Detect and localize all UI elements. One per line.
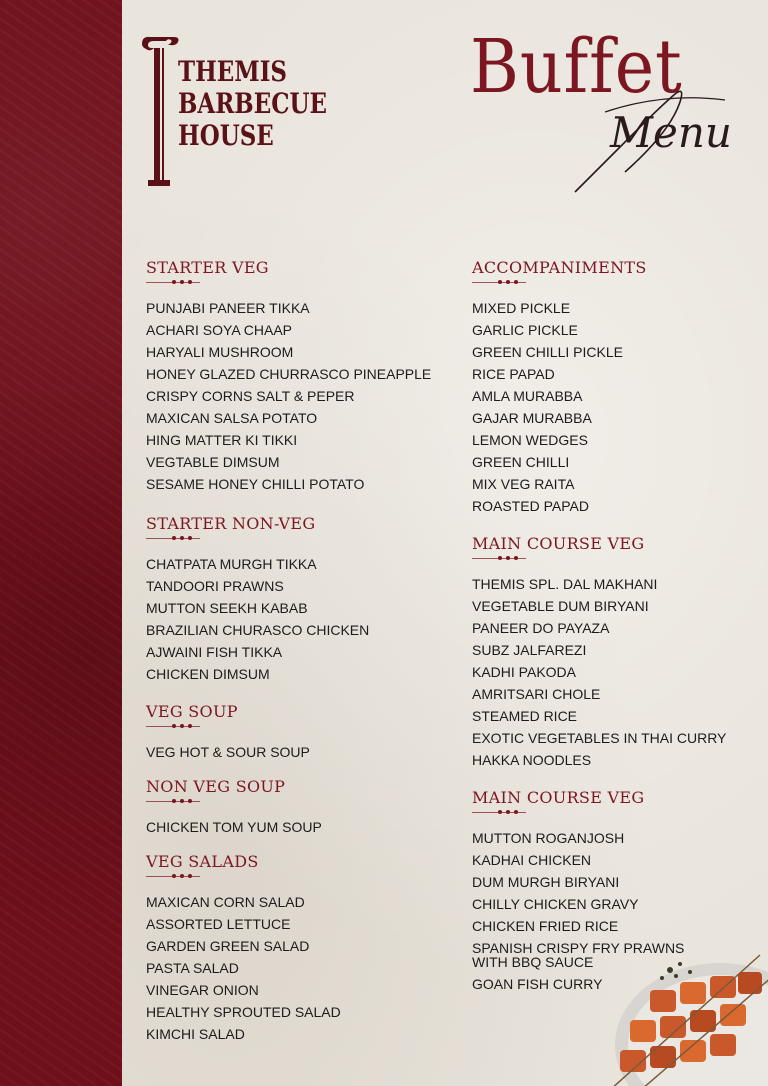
- menu-item-list: [146, 816, 322, 838]
- menu-item: PASTA SALAD: [146, 960, 239, 976]
- menu-item-list: [472, 573, 726, 771]
- menu-item: GARDEN GREEN SALAD: [146, 938, 310, 954]
- menu-item: CRISPY CORNS SALT & PEPER: [146, 388, 355, 404]
- brand-line-2: BARBECUE: [178, 87, 328, 120]
- heading-divider-dots: [146, 279, 206, 287]
- title-buffet: Buffet: [470, 24, 683, 110]
- section-heading: VEG SOUP: [146, 702, 238, 721]
- menu-section-main-course-veg: [472, 534, 726, 771]
- menu-section-starter-non-veg: [146, 514, 369, 685]
- menu-item: HONEY GLAZED CHURRASCO PINEAPPLE: [146, 366, 432, 382]
- menu-item: AJWAINI FISH TIKKA: [146, 644, 283, 660]
- section-heading: MAIN COURSE VEG: [472, 788, 645, 807]
- menu-item: HAKKA NOODLES: [472, 752, 592, 768]
- menu-item: SESAME HONEY CHILLI POTATO: [146, 476, 365, 492]
- menu-item-list: [146, 891, 341, 1045]
- menu-item: KADHI PAKODA: [472, 664, 576, 680]
- brand-line-1: THEMIS: [178, 55, 288, 88]
- menu-item: CHILLY CHICKEN GRAVY: [472, 896, 639, 912]
- brand-line-3: HOUSE: [178, 119, 274, 152]
- menu-item: RICE PAPAD: [472, 366, 555, 382]
- menu-item: HARYALI MUSHROOM: [146, 344, 294, 360]
- menu-item: KIMCHI SALAD: [146, 1026, 245, 1042]
- heading-divider-dots: [472, 279, 532, 287]
- brand-logo: [140, 34, 340, 194]
- menu-item-list: [472, 297, 647, 517]
- menu-item-list: [146, 297, 431, 495]
- menu-item: STEAMED RICE: [472, 708, 578, 724]
- menu-item: AMRITSARI CHOLE: [472, 686, 601, 702]
- menu-item: MIXED PICKLE: [472, 300, 571, 316]
- menu-item: MAXICAN SALSA POTATO: [146, 410, 318, 426]
- maroon-side-band: [0, 0, 122, 1086]
- menu-item: HING MATTER KI TIKKI: [146, 432, 298, 448]
- menu-section-veg-soup: [146, 702, 310, 763]
- section-heading: STARTER NON-VEG: [146, 514, 316, 533]
- menu-item: MUTTON ROGANJOSH: [472, 830, 625, 846]
- menu-item: MIX VEG RAITA: [472, 476, 575, 492]
- menu-item: ACHARI SOYA CHAAP: [146, 322, 293, 338]
- menu-item: TANDOORI PRAWNS: [146, 578, 284, 594]
- menu-item: HEALTHY SPROUTED SALAD: [146, 1004, 341, 1020]
- pillar-icon: [140, 34, 180, 189]
- kebab-plate-image: [610, 950, 768, 1086]
- menu-item: PUNJABI PANEER TIKKA: [146, 300, 310, 316]
- section-heading: VEG SALADS: [146, 852, 259, 871]
- section-heading: MAIN COURSE VEG: [472, 534, 645, 553]
- menu-item: VEG HOT & SOUR SOUP: [146, 744, 310, 760]
- heading-divider-dots: [146, 723, 206, 731]
- menu-section-accompaniments: [472, 258, 647, 517]
- heading-divider-dots: [472, 555, 532, 563]
- menu-item: VEGTABLE DIMSUM: [146, 454, 280, 470]
- menu-item: ASSORTED LETTUCE: [146, 916, 291, 932]
- menu-item: GREEN CHILLI PICKLE: [472, 344, 623, 360]
- heading-divider-dots: [146, 535, 206, 543]
- menu-item: AMLA MURABBA: [472, 388, 583, 404]
- menu-item-list: [146, 553, 369, 685]
- menu-item: GOAN FISH CURRY: [472, 976, 603, 992]
- heading-divider-dots: [146, 873, 206, 881]
- menu-item: BRAZILIAN CHURASCO CHICKEN: [146, 622, 370, 638]
- menu-item: VEGETABLE DUM BIRYANI: [472, 598, 649, 614]
- section-heading: ACCOMPANIMENTS: [472, 258, 647, 277]
- menu-item: VINEGAR ONION: [146, 982, 259, 998]
- menu-item: PANEER DO PAYAZA: [472, 620, 610, 636]
- menu-section-starter-veg: [146, 258, 431, 495]
- heading-divider-dots: [146, 798, 206, 806]
- menu-item: ROASTED PAPAD: [472, 498, 589, 514]
- menu-item: GREEN CHILLI: [472, 454, 570, 470]
- menu-item: CHICKEN DIMSUM: [146, 666, 270, 682]
- menu-item: THEMIS SPL. DAL MAKHANI: [472, 576, 658, 592]
- menu-item: GAJAR MURABBA: [472, 410, 592, 426]
- menu-item: MAXICAN CORN SALAD: [146, 894, 305, 910]
- menu-item: CHATPATA MURGH TIKKA: [146, 556, 317, 572]
- menu-item: KADHAI CHICKEN: [472, 852, 592, 868]
- menu-item: EXOTIC VEGETABLES IN THAI CURRY: [472, 730, 727, 746]
- menu-item: SPANISH CRISPY FRY PRAWNS WITH BBQ SAUCE: [472, 940, 685, 970]
- menu-item-list: [146, 741, 310, 763]
- menu-item: CHICKEN FRIED RICE: [472, 918, 619, 934]
- menu-section-veg-salads: [146, 852, 341, 1045]
- brand-name: [178, 56, 327, 152]
- section-heading: NON VEG SOUP: [146, 777, 286, 796]
- title-menu-script: Menu: [610, 108, 732, 157]
- menu-section-non-veg-soup: [146, 777, 322, 838]
- menu-item: GARLIC PICKLE: [472, 322, 578, 338]
- menu-item: MUTTON SEEKH KABAB: [146, 600, 308, 616]
- menu-item: DUM MURGH BIRYANI: [472, 874, 620, 890]
- menu-item: CHICKEN TOM YUM SOUP: [146, 819, 322, 835]
- heading-divider-dots: [472, 809, 532, 817]
- menu-item: LEMON WEDGES: [472, 432, 588, 448]
- section-heading: STARTER VEG: [146, 258, 269, 277]
- menu-item: SUBZ JALFAREZI: [472, 642, 587, 658]
